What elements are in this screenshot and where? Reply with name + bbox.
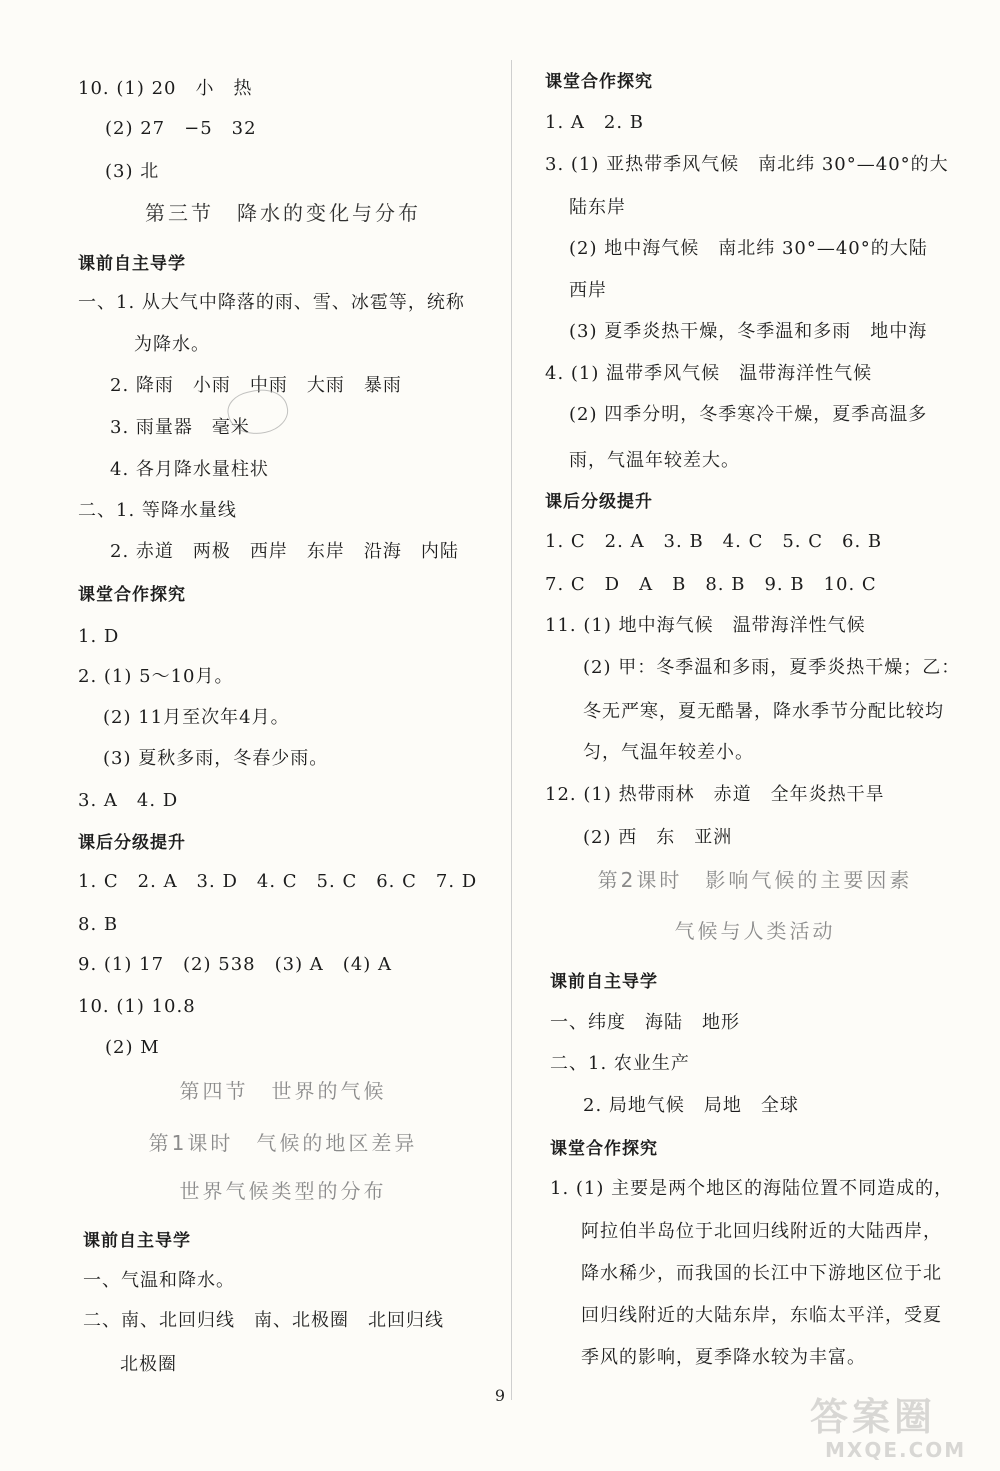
page-number: 9: [494, 1386, 506, 1405]
answer-line: 雨，气温年较差大。: [569, 450, 740, 471]
answer-line: 回归线附近的大陆东岸，东临太平洋，受夏: [581, 1305, 942, 1326]
answer-line: (3) 夏秋多雨，冬春少雨。: [103, 748, 329, 769]
watermark-text: 答案圈: [810, 1395, 937, 1439]
subsection-heading: 课后分级提升: [78, 833, 186, 853]
answer-line: (3) 北: [105, 161, 160, 182]
lesson-title: 第1课时 气候的地区差异: [148, 1131, 418, 1155]
answer-line: 二、南、北回归线 南、北极圈 北回归线: [83, 1310, 444, 1331]
answer-line: (2) 11月至次年4月。: [103, 707, 290, 728]
answer-line: 1. (1) 主要是两个地区的海陆位置不同造成的，: [550, 1178, 954, 1199]
subsection-heading: 课前自主导学: [83, 1231, 191, 1251]
answer-line: (2) M: [105, 1037, 160, 1058]
answer-line: (2) 27 −5 32: [105, 118, 257, 139]
answer-line: 4. 各月降水量柱状: [110, 459, 269, 480]
subsection-heading: 课堂合作探究: [550, 1139, 658, 1159]
answer-line: 阿拉伯半岛位于北回归线附近的大陆西岸，: [581, 1221, 942, 1242]
section-title: 第三节 降水的变化与分布: [145, 201, 421, 225]
lesson-subtitle: 世界气候类型的分布: [179, 1179, 387, 1203]
lesson-subtitle: 气候与人类活动: [674, 919, 836, 943]
answer-line: 一、气温和降水。: [83, 1270, 235, 1291]
answer-line: (2) 甲：冬季温和多雨，夏季炎热干燥；乙：: [583, 657, 961, 678]
subsection-heading: 课前自主导学: [550, 972, 658, 992]
column-divider: [511, 60, 512, 1400]
answer-line: 9. (1) 17 (2) 538 (3) A (4) A: [78, 954, 393, 975]
answer-line: 匀，气温年较差小。: [583, 742, 754, 763]
answer-line: 二、1. 等降水量线: [78, 500, 237, 521]
subsection-heading: 课后分级提升: [545, 492, 653, 512]
answer-line: 3. (1) 亚热带季风气候 南北纬 30°—40°的大: [545, 154, 949, 175]
section-title: 第四节 世界的气候: [179, 1079, 387, 1103]
answer-line: 为降水。: [134, 334, 210, 355]
answer-line: 10. (1) 20 小 热: [78, 78, 253, 99]
subsection-heading: 课堂合作探究: [545, 72, 653, 92]
answer-line: 3. 雨量器 毫米: [110, 417, 250, 438]
answer-line: 4. (1) 温带季风气候 温带海洋性气候: [545, 363, 873, 384]
answer-line: 12. (1) 热带雨林 赤道 全年炎热干旱: [545, 784, 885, 805]
answer-line: (2) 四季分明，冬季寒冷干燥，夏季高温多: [569, 404, 928, 425]
answer-line: 2. 赤道 两极 西岸 东岸 沿海 内陆: [110, 541, 459, 562]
answer-line: (2) 地中海气候 南北纬 30°—40°的大陆: [569, 238, 928, 259]
answer-line: 1. C 2. A 3. B 4. C 5. C 6. B: [545, 531, 883, 552]
answer-line: 2. 局地气候 局地 全球: [583, 1095, 799, 1116]
answer-line: 季风的影响，夏季降水较为丰富。: [581, 1347, 866, 1368]
answer-line: 11. (1) 地中海气候 温带海洋性气候: [545, 615, 866, 636]
answer-line: (2) 西 东 亚洲: [583, 827, 733, 848]
answer-line: 一、纬度 海陆 地形: [550, 1012, 740, 1033]
answer-line: 2. (1) 5～10月。: [78, 666, 234, 687]
answer-line: 2. 降雨 小雨 中雨 大雨 暴雨: [110, 375, 402, 396]
watermark-logo: [800, 1386, 990, 1466]
answer-line: 西岸: [569, 280, 607, 301]
answer-line: 二、1. 农业生产: [550, 1053, 690, 1074]
lesson-title: 第2课时 影响气候的主要因素: [597, 868, 913, 892]
watermark-url: MXQE.COM: [825, 1438, 967, 1462]
answer-line: 冬无严寒，夏无酷暑，降水季节分配比较均: [583, 701, 944, 722]
answer-line: 一、1. 从大气中降落的雨、雪、冰雹等，统称: [78, 292, 465, 313]
answer-line: 7. C D A B 8. B 9. B 10. C: [545, 574, 877, 595]
answer-line: 陆东岸: [569, 197, 626, 218]
answer-line: 10. (1) 10.8: [78, 996, 196, 1017]
answer-line: 3. A 4. D: [78, 790, 179, 811]
answer-line: (3) 夏季炎热干燥，冬季温和多雨 地中海: [569, 321, 928, 342]
answer-line: 1. D: [78, 626, 120, 647]
subsection-heading: 课前自主导学: [78, 254, 186, 274]
answer-line: 降水稀少，而我国的长江中下游地区位于北: [581, 1263, 942, 1284]
answer-line: 1. A 2. B: [545, 112, 645, 133]
answer-line: 1. C 2. A 3. D 4. C 5. C 6. C 7. D: [78, 871, 478, 892]
answer-line: 8. B: [78, 914, 119, 935]
answer-line: 北极圈: [120, 1354, 177, 1375]
subsection-heading: 课堂合作探究: [78, 585, 186, 605]
